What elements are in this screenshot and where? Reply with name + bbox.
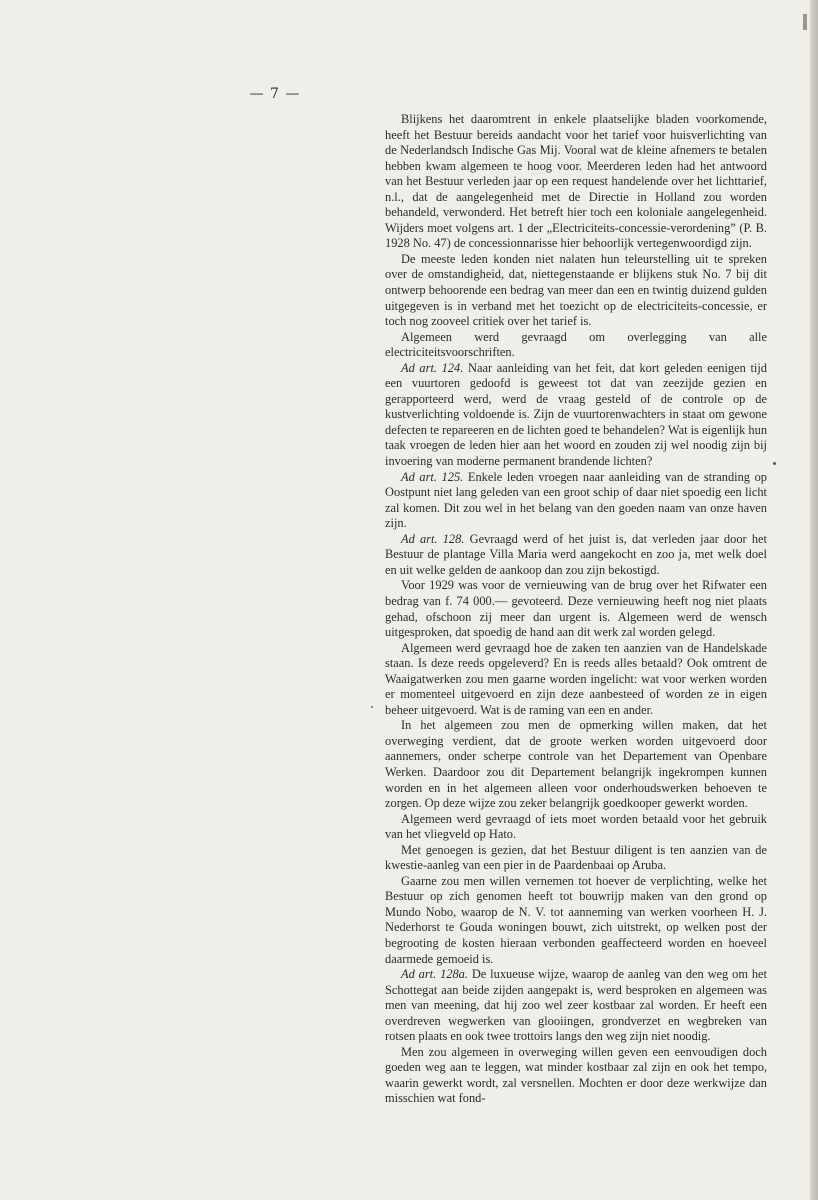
- paragraph: Met genoegen is gezien, dat het Bestuur diligent is ten aanzien van de kwestie-aanleg van een pier in de Paardenbaai op Aruba.: [385, 842, 767, 873]
- page-number: — 7 —: [249, 86, 301, 102]
- paragraph: Voor 1929 was voor de vernieuwing van de brug over het Rifwater een bedrag van f. 74 000.— gevoteerd. Deze vernieuwing heeft nog niet plaats gehad, ofschoon zij meer dan urgent is. Algemeen werd de wensch uitgesproken, dat spoedig de hand aan dit werk zal worden gelegd.: [385, 578, 767, 640]
- paragraph: Gaarne zou men willen vernemen tot hoever de verplichting, welke het Bestuur op zich genomen heeft tot bouwrijp maken van den grond op Mundo Nobo, waarop de N. V. tot aanneming van werken voorheen H. J. Nederhorst te Gouda woningen bouwt, zich uitstrekt, op welken post der begrooting de kosten hieraan verbonden geaffecteerd worden en hoeveel daarmede gemoeid is.: [385, 873, 767, 966]
- article-reference: Ad art. 124.: [401, 360, 464, 375]
- paragraph-ad-art-128: Ad art. 128. Gevraagd werd of het juist is, dat verleden jaar door het Bestuur de plantage Villa Maria werd aangekocht en zoo ja, met welk doel en uit welke gelden de aankoop dan zou zijn bekostigd.: [385, 531, 767, 577]
- paragraph-ad-art-128a: Ad art. 128a. De luxueuse wijze, waarop de aanleg van den weg om het Schottegat aan beide zijden aangepakt is, werd besproken en algemeen was men van meening, dat hij zoo wel zeer kostbaar zal worden. Er heeft een overdreven wegwerken van glooiingen, grondverzet en wegbreken van rotsen plaats en ook twee trottoirs langs den weg zijn niet noodig.: [385, 967, 767, 1044]
- ink-dot: [773, 462, 776, 465]
- page-edge-shadow: [810, 0, 818, 1200]
- paragraph: Algemeen werd gevraagd hoe de zaken ten aanzien van de Handelskade staan. Is deze reeds opgeleverd? En is reeds alles betaald? Ook omtrent de Waaigatwerken zou men gaarne worden ingelicht: wat voor werken worden er momenteel uitgevoerd en zijn deze aanbesteed of worden ze in eigen beheer uitgevoerd. Wat is de raming van een en ander.: [385, 640, 767, 717]
- paragraph: Algemeen werd gevraagd of iets moet worden betaald voor het gebruik van het vliegveld op Hato.: [385, 811, 767, 842]
- paragraph-ad-art-124: Ad art. 124. Naar aanleiding van het feit, dat kort geleden eenigen tijd een vuurtoren gedoofd is geweest tot dat van zeezijde gezien en gerapporteerd werd, werd de vraag gesteld of de controle op de kustverlichting voldoende is. Zijn de vuurtorenwachters in staat om gewone defecten te repareeren en de lichten goed te behandelen? Wat is eigenlijk hun taak vroegen de leden hier aan het woord en zouden zij wel noodig zijn bij invoering van moderne permanent brandende lichten?: [385, 360, 768, 469]
- paragraph: Algemeen werd gevraagd om overlegging van alle electriciteitsvoorschriften.: [385, 329, 767, 360]
- corner-mark: [803, 14, 807, 30]
- article-reference: Ad art. 128a.: [401, 967, 468, 982]
- body-text: [385, 112, 767, 1107]
- paragraph-ad-art-125: Ad art. 125. Enkele leden vroegen naar aanleiding van de stranding op Oostpunt niet lang geleden van een groot schip of daar niet spoedig een licht zal komen. Dit zou wel in het belang van den goeden naam van onze haven zijn.: [385, 469, 767, 531]
- paragraph: De meeste leden konden niet nalaten hun teleurstelling uit te spreken over de omstandigheid, dat, niettegenstaande er blijkens stuk No. 7 bij dit ontwerp behoorende een bedrag van meer dan een en twintig duizend gulden uitgegeven is in verband met het toezicht op de electriciteits-concessie, er toch nog zooveel critiek over het tarief is.: [385, 251, 767, 329]
- article-reference: Ad art. 125.: [401, 469, 464, 484]
- ink-dot: [371, 706, 373, 708]
- paragraph: In het algemeen zou men de opmerking willen maken, dat het overweging verdient, dat de groote werken worden uitgevoerd door aannemers, onder scherpe controle van het Departement van Openbare Werken. Daardoor zou dit Departement belangrijk ingekrompen kunnen worden en in het algemeen alleen voor onderhoudswerken behoeven te zorgen. Op deze wijze zou zeker belangrijk goedkooper gewerkt worden.: [385, 718, 767, 811]
- paragraph: Men zou algemeen in overweging willen geven een eenvoudigen doch goeden weg aan te leggen, wat minder kostbaar zal zijn en ook het tempo, waarin gewerkt wordt, zal versnellen. Mochten er door deze werkwijze dan misschien wat fond-: [385, 1044, 767, 1106]
- article-reference: Ad art. 128.: [401, 531, 465, 546]
- paragraph: Blijkens het daaromtrent in enkele plaatselijke bladen voorkomende, heeft het Bestuur bereids aandacht voor het tarief voor huisverlichting van de Nederlandsch Indische Gas Mij. Vooral wat de kleine afnemers te betalen hebben kwam algemeen te hoog voor. Meerderen leden had het antwoord van het Bestuur verleden jaar op een request handelende over het lichttarief, n.l., dat de aangelegenheid met de Directie in Holland zou worden behandeld, verwonderd. Het betreft hier toch een koloniale aangelegenheid. Wijders moet volgens art. 1 der „Electriciteits-concessie-verordening” (P. B. 1928 No. 47) de concessionnarisse hier behoorlijk vertegenwoordigd zijn.: [385, 112, 767, 251]
